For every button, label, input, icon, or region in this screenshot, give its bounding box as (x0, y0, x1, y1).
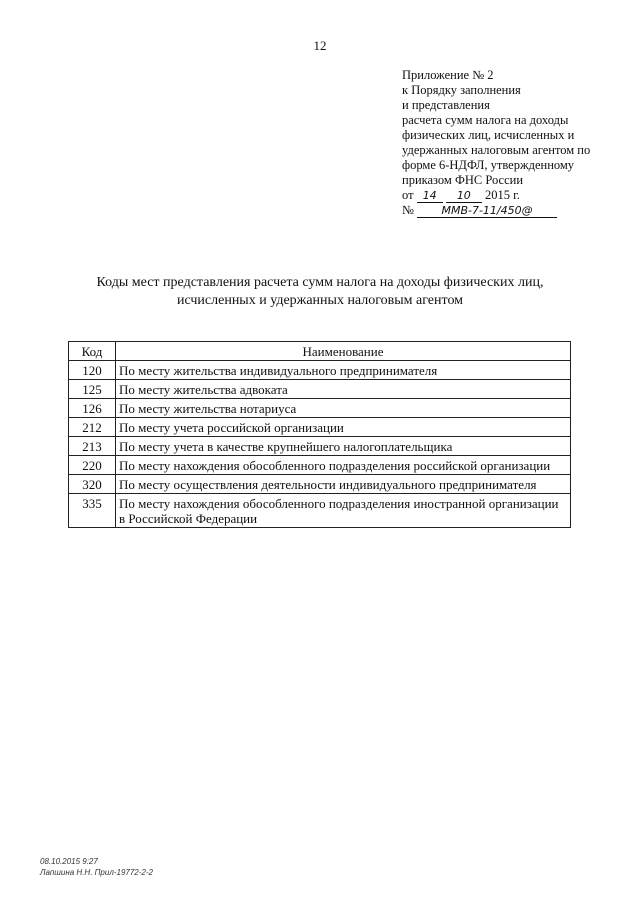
appendix-line: форме 6-НДФЛ, утвержденному (402, 158, 575, 172)
order-number-line (402, 203, 617, 218)
document-title (40, 274, 600, 310)
name-cell: По месту жительства адвоката (116, 380, 571, 399)
date-prefix: от (402, 188, 414, 202)
footer-timestamp: 08.10.2015 9:27 (40, 857, 98, 866)
order-number-handwritten: ММВ-7-11/450@ (417, 205, 557, 218)
appendix-line: и представления (402, 98, 490, 112)
name-cell: По месту учета российской организации (116, 418, 571, 437)
date-suffix: 2015 г. (484, 188, 520, 202)
title-line: Коды мест представления расчета сумм налога на доходы физических лиц, (96, 275, 544, 290)
table-row (69, 437, 571, 456)
name-cell: По месту нахождения обособленного подразделения иностранной организации в Российской Федерации (116, 494, 571, 528)
code-cell: 213 (69, 437, 116, 456)
table-row (69, 494, 571, 528)
date-month-handwritten: 10 (446, 190, 482, 203)
table-row (69, 456, 571, 475)
table-header-row (69, 342, 571, 361)
code-cell: 335 (69, 494, 116, 528)
footer-stamp (40, 856, 153, 878)
column-header-name: Наименование (116, 342, 571, 361)
codes-table (68, 341, 571, 528)
appendix-line: к Порядку заполнения (402, 83, 521, 97)
appendix-line: Приложение № 2 (402, 68, 494, 82)
code-cell: 212 (69, 418, 116, 437)
number-prefix: № (402, 203, 414, 217)
footer-file-id: Лапшина Н.Н. Прил-19772-2-2 (40, 868, 153, 877)
code-cell: 126 (69, 399, 116, 418)
code-cell: 320 (69, 475, 116, 494)
code-cell: 220 (69, 456, 116, 475)
appendix-line: приказом ФНС России (402, 173, 524, 187)
order-date-line (402, 188, 617, 203)
column-header-code: Код (69, 342, 116, 361)
table-row (69, 380, 571, 399)
date-day-handwritten: 14 (417, 190, 443, 203)
appendix-line: удержанных налоговым агентом по (402, 143, 591, 157)
name-cell: По месту жительства индивидуального предпринимателя (116, 361, 571, 380)
table-row (69, 399, 571, 418)
name-cell: По месту учета в качестве крупнейшего налогоплательщика (116, 437, 571, 456)
table-row (69, 361, 571, 380)
page-number: 12 (313, 38, 327, 53)
appendix-header (402, 68, 617, 218)
code-cell: 125 (69, 380, 116, 399)
appendix-line: физических лиц, исчисленных и (402, 128, 575, 142)
title-line: исчисленных и удержанных налоговым агентом (176, 293, 464, 308)
name-cell: По месту нахождения обособленного подразделения российской организации (116, 456, 571, 475)
name-cell: По месту осуществления деятельности индивидуального предпринимателя (116, 475, 571, 494)
table-row (69, 418, 571, 437)
code-cell: 120 (69, 361, 116, 380)
appendix-line: расчета сумм налога на доходы (402, 113, 569, 127)
name-cell: По месту жительства нотариуса (116, 399, 571, 418)
table-row (69, 475, 571, 494)
